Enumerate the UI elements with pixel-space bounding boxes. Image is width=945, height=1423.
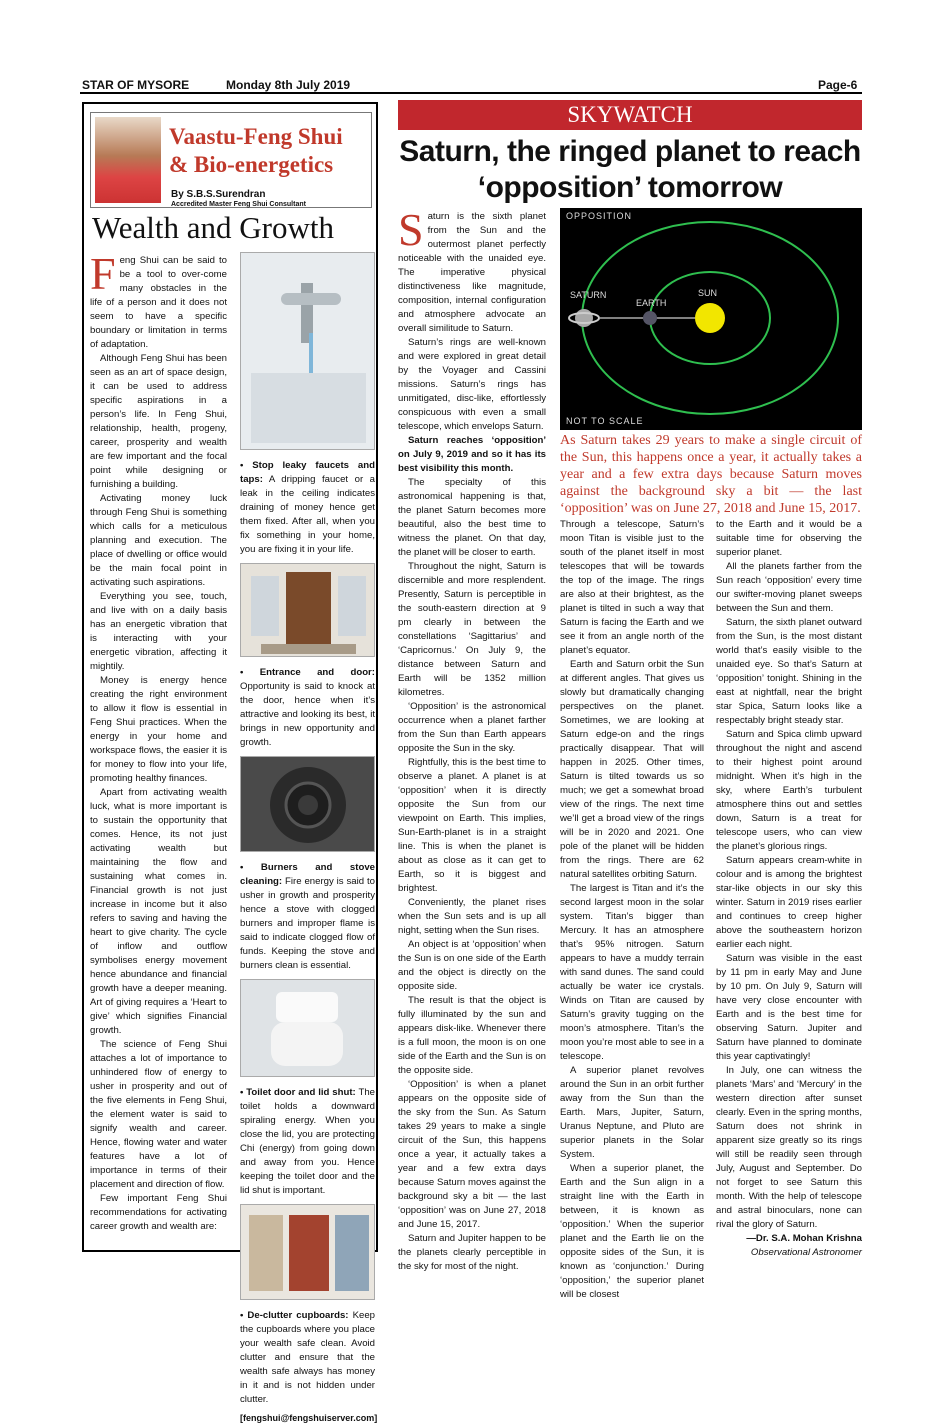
stove-burner-image <box>240 756 375 852</box>
saturn-mark <box>575 309 593 327</box>
article-headline: Saturn, the ringed planet to reach ‘opposition’ tomorrow <box>399 135 861 204</box>
skywatch-column-3: to the Earth and it would be a suitable time for observing the superior planet. All the planets farther from the Sun reach ‘opposition’ every time our swifter-moving planet sweeps between the Sun and them. Saturn, the sixth planet outward from the Sun, is the most distant world that’s easily visible to the unaided eye. So that’s Saturn at ‘opposition’ tonight. Shining in the east at nightfall, near the bright star Spica, Saturn looks like a respectably bright steady star. Saturn and Spica climb upward throughout the night and ascend to their highest point around midnight. When it’s high in the sky, where Earth’s turbulent atmosphere thins out and settles down, Saturn is a treat for telescope users, who can view the planet’s glorious rings. Saturn appears cream-white in colour and is among the brightest star-like objects in our sky this winter. Saturn in 2019 rises earlier and continues to creep higher above the southeastern horizon earlier each night. Saturn was visible in the east by 11 pm in early May and June by 10 pm. On July 9, Saturn will have very close encounter with Earth and is the best time for observing Saturn. Jupiter and Saturn have planned to dominate this year captivatingly! In July, one can witness the planets ‘Mars’ and ‘Mercury’ in the western direction after sunset clearly. Even in the spring months, Saturn does not shrink in apparent size greatly so its rings will still be readily seen through July, August and September. Do not forget to see Saturn this month. With the help of telescope and astral binoculars, none can rival the glory of Saturn. —Dr. S.A. Mohan Krishna Observational Astronomer <box>716 519 862 1258</box>
skywatch-column-1: Saturn is the sixth planet from the Sun and the outermost planet perfectly noticeable with the unaided eye. The imperative physical distinctiveness like magnitude, composition, internal configuration and atmosphere advocate an overall similitude to Saturn. Saturn’s rings are well-known and were explored in great detail by the Voyager and Cassini missions. Saturn’s rings has unmitigated, disc-like, effortlessly conspicuous with even a small telescope, which envelops Saturn. Saturn reaches ‘opposition’ on July 9, 2019 and so it has its best visibility this month. The specialty of this astronomical happening is that, the planet Saturn becomes more beautiful, also the best time to witness the planet. On that day, the planet will be closer to earth. Throughout the night, Saturn is discernible and more resplendent. Presently, Saturn is perceptible in the south-eastern direction at 9 pm clearly in between the constellations ‘Sagittarius’ and ‘Capricornus.’ On July 9, the distance between Saturn and Earth will be 1352 million kilometres. ‘Opposition’ is the astronomical occurrence when a planet farther from the Sun than Earth appears opposite the Sun in the sky. Rightfully, this is the best time to observe a planet. A planet is at ‘opposition’ when it is directly opposite the Sun from our viewpoint on Earth. This implies, Sun-Earth-planet is in a straight line. This is when the planet is about as close as it can get to Earth, so it is biggest and brightest. Conveniently, the planet rises when the Sun sets and is up all night, setting when the Sun rises. An object is at ‘opposition’ when the Sun is on one side of the Earth and the object is directly on the opposite side. The result is that the object is fully illuminated by the sun and appears disk-like. Whenever there is a full moon, the moon is on one side of the Earth and the Sun is on the opposite side. ‘Opposition’ is when a planet appears on the opposite side of the sky from the Sun. As Saturn takes 29 years to make a single circuit of the Sun, this happens once a year, it actually takes a year and a few extra days because Saturn moves against the background sky a bit — the last ‘opposition’ was on June 27, 2018 and June 15, 2017. Saturn and Jupiter happen to be the planets clearly perceptible in the sky for most of the night. <box>398 204 546 1272</box>
tip-stove: • Burners and stove cleaning: Fire energy is said to usher in growth and prosperity hence a stove with clogged burners and improper flame is said to indicate clogged flow of funds. Keeping the stove and burners clean is essential. <box>240 862 375 971</box>
entrance-door-image <box>240 563 375 657</box>
drop-cap: F <box>90 248 116 299</box>
section-banner: SKYWATCH <box>398 100 862 130</box>
tip-cupboards: • De-clutter cupboards: Keep the cupboards where you place your wealth safe clean. Avoid clutter and ensure that the wealth safe always has money in it and is not hidden under clutter. <box>240 1310 375 1405</box>
tip-faucets: • Stop leaky faucets and taps: A dripping faucet or a leak in the ceiling indicates draining of money hence get them fixed. After all, when you fix something in your home, you are fixing it in your life. <box>240 460 375 555</box>
tip-entrance: • Entrance and door: Opportunity is said to knock at the door, hence when it’s attractive and looking its best, it brings in new opportunity and growth. <box>240 667 375 748</box>
contact-email: [fengshui@fengshuiserver.com] <box>240 1413 378 1423</box>
vaastu-article <box>82 102 378 1423</box>
page-number: Page-6 <box>818 78 858 92</box>
drop-cap: S <box>398 204 424 255</box>
header-rule <box>80 92 862 94</box>
diagram-caption: As Saturn takes 29 years to make a single circuit of the Sun, this happens once a year, it actually takes a year and a few extra days because Saturn moves against the background sky a bit — the last ‘opposition’ was on June 27, 2018 and June 15, 2017. <box>560 433 862 516</box>
diagram-title: Opposition <box>566 211 633 221</box>
column-title: Vaastu-Feng Shui & Bio-energetics <box>169 124 343 177</box>
author-credential: Accredited Master Feng Shui Consultant <box>171 201 306 208</box>
column-masthead <box>90 112 372 208</box>
sun-mark <box>695 303 725 333</box>
opposition-diagram <box>560 208 862 430</box>
wardrobe-image <box>240 1204 375 1300</box>
skywatch-column-2: Through a telescope, Saturn’s moon Titan is visible just to the south of the planet itself in most telescopes that will be towards the top of the image. The rings are also at their brightest, as the planet is tilted in such a way that Saturn is facing the Earth and we see it from an angle north of the planet’s equator. Earth and Saturn orbit the Sun at different angles. That gives us slowly but dramatically changing perspectives on the planet. Sometimes, we are looking at Saturn edge-on and the rings practically disappear. That will happen in 2025. Other times, Saturn is tilted towards us so much; we get a somewhat broad view of the rings. The next time we’ll get a broad view of the rings will be in 2020 and 2021. One pole of the planet will be hidden from the rings. There are 62 natural satellites orbiting Saturn. The largest is Titan and it’s the second largest moon in the solar system. Titan’s bigger than Mercury. It has an atmosphere that’s 95% nitrogen. Saturn appears to have a muddy terrain with sand dunes. The sand could actually be water ice crystals. Winds on Titan are caused by Saturn’s gravity tugging on the moon’s atmosphere. Titan’s the moon you’re most able to see in a telescope. A superior planet revolves around the Sun in an orbit further away from the Sun than the Earth. Mars, Jupiter, Saturn, Uranus Neptune, and Pluto are superior planets in the Solar System. When a superior planet, the Earth and the Sun align in a straight line with the Earth in between, it is known as ‘opposition.’ When the superior planet and the Earth lie on the opposite sides of the Sun, it is known as ‘conjunction.’ During ‘opposition,’ the superior planet will be closest <box>560 519 704 1300</box>
vaastu-body: Feng Shui can be said to be a tool to over-come many obstacles in the life of a person and it does not seem to have a specific boundary or limitation in terms of adaptation. Although Feng Shui has been seen as an art of space design, it can be used to address specific aspirations in a person’s life. In Feng Shui, relationship, health, progeny, career, prosperity and wealth are few important and the focal point while designing or furnishing a building. Activating money luck through Feng Shui is something which calls for a meticulous planning and execution. The place of dwelling or office would be the main focal point in activating such aspirations. Everything you see, touch, and live with on a daily basis has an energetic vibration that is interacting with your energetic vibration, affecting it mightily. Money is energy hence creating the right environment to allow it flow is essential in Feng Shui practices. When the energy in your home and workspace flows, the easier it is for money to flow into your life, promoting healthy finances. Apart from activating wealth luck, what is more important is to sustain the opportunity that comes. Hence, its not just activating wealth but maintaining the flow and sustaining what comes in. Financial growth is not just increase in income but it also refers to saving and having the heart to give charity. The cycle of inflow and outflow symbolises energy movement hence abundance and financial growth have a deeper meaning. Art of giving requires a ‘Heart to give’ which signifies Financial growth. The science of Feng Shui attaches a lot of importance to unhindered flow of energy to usher in prosperity and out of the five elements in Feng Shui, the element water is said to signify wealth and career. Hence, flowing water and water features have a lot of importance in terms of their placement and direction of flow. Few important Feng Shui recommendations for activating career growth and wealth are: <box>90 248 227 1232</box>
label-sun: Sun <box>698 288 718 298</box>
tips-column <box>240 252 378 1423</box>
article-heading: Wealth and Growth <box>92 210 334 245</box>
author-title: Observational Astronomer <box>750 1247 862 1258</box>
paper-name: STAR OF MYSORE <box>82 78 190 92</box>
label-saturn: Saturn <box>570 290 607 300</box>
author-photo <box>95 117 161 203</box>
label-earth: Earth <box>636 298 667 308</box>
toilet-image <box>240 979 375 1077</box>
faucet-image <box>240 252 375 450</box>
byline: By S.B.S.Surendran <box>171 189 266 200</box>
author-signature: —Dr. S.A. Mohan Krishna <box>746 1233 862 1244</box>
diagram-note: Not to scale <box>566 416 644 426</box>
earth-mark <box>643 311 657 325</box>
issue-date: Monday 8th July 2019 <box>226 78 351 92</box>
tip-toilet: • Toilet door and lid shut: The toilet holds a downward spiraling energy. When you close the lid, you are protecting Chi (energy) from going down and away from you. Hence keeping the toilet door and the lid shut is important. <box>240 1087 375 1196</box>
